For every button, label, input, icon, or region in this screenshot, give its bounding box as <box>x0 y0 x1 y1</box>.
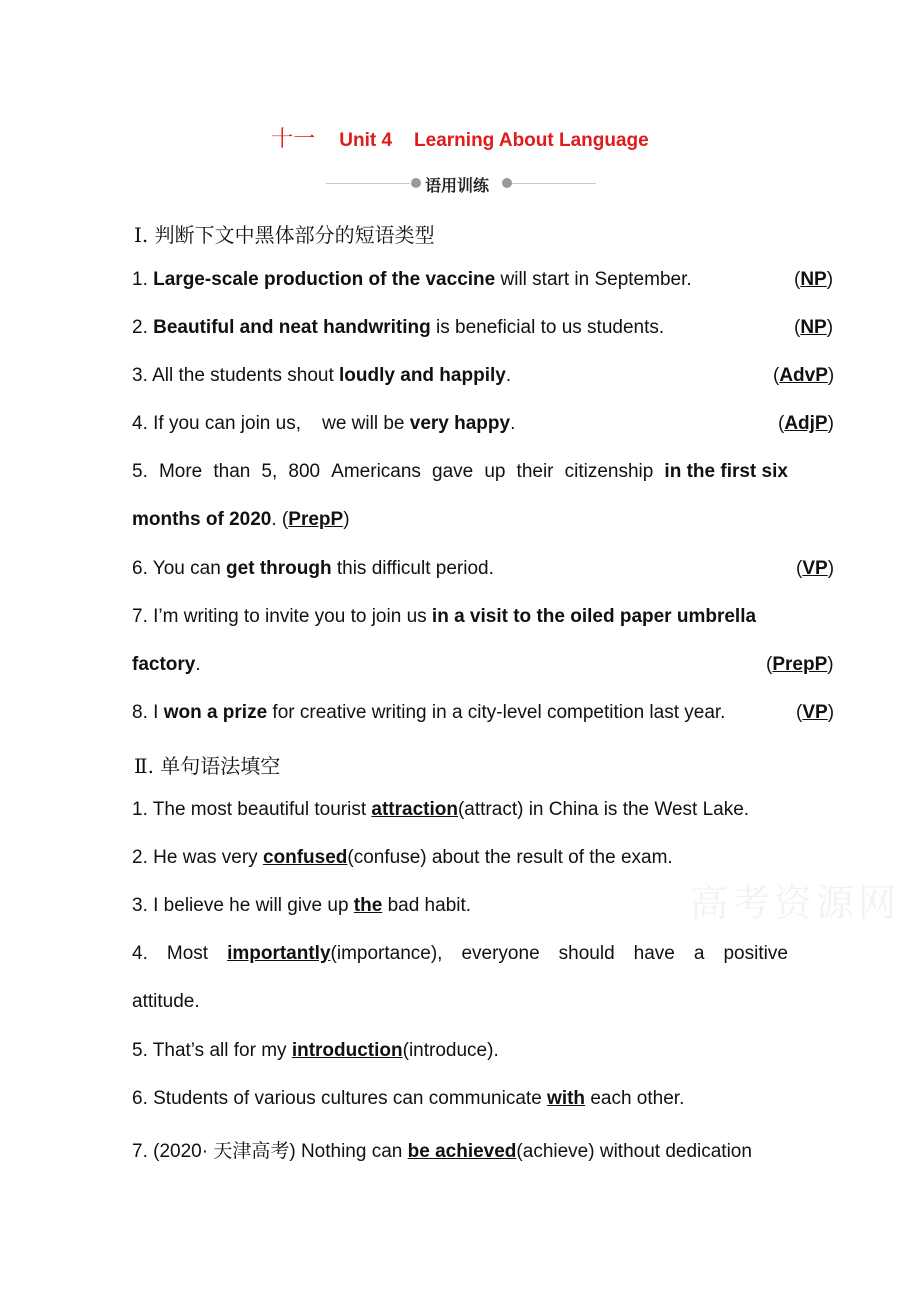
part1-answer-5: PrepP <box>288 509 344 530</box>
part1-heading: Ⅰ. 判断下文中黑体部分的短语类型 <box>134 223 435 247</box>
part1-item-7-line1: 7. I’m writing to invite you to join us in a visit to the oiled paper umbrella <box>132 606 757 627</box>
part2-item-2: 2. He was very confused(confuse) about the result of the exam. <box>132 847 673 868</box>
divider-line-left <box>326 183 410 184</box>
part1-answer-6: (VP) <box>796 558 835 579</box>
section-label: 语用训练 <box>425 176 490 195</box>
part2-item-4-line2: attitude. <box>132 991 200 1012</box>
part2-answer-6: with <box>547 1088 586 1109</box>
part2-item-3: 3. I believe he will give up the bad habit. <box>132 895 472 916</box>
part2-answer-1: attraction <box>371 799 458 820</box>
part2-answer-3: the <box>353 895 383 916</box>
part1-answer-4: (AdjP) <box>778 413 834 434</box>
part2-answer-7: be achieved <box>407 1141 517 1162</box>
chapter-number: 十一 <box>271 127 316 152</box>
part1-answer-7: (PrepP) <box>766 654 834 675</box>
part1-item-1: 1. Large-scale production of the vaccine will start in September. <box>132 269 692 290</box>
part1-item-4: 4. If you can join us, we will be very happy. <box>132 413 516 434</box>
page-title <box>0 122 920 153</box>
part1-item-7-line2: factory. <box>132 654 201 675</box>
part2-item-1: 1. The most beautiful tourist attraction(attract) in China is the West Lake. <box>132 799 750 820</box>
divider-line-right <box>512 183 596 184</box>
part1-item-5-line2: months of 2020. (PrepP) <box>132 509 350 530</box>
part1-item-8: 8. I won a prize for creative writing in a city-level competition last year. <box>132 702 726 723</box>
part2-item-7: 7. (2020· 天津高考) Nothing can be achieved(achieve) without dedication <box>132 1140 752 1162</box>
part1-item-2: 2. Beautiful and neat handwriting is beneficial to us students. <box>132 317 665 338</box>
part2-item-5: 5. That’s all for my introduction(introduce). <box>132 1040 499 1061</box>
part1-answer-3: (AdvP) <box>773 365 835 386</box>
part2-item-6: 6. Students of various cultures can communicate with each other. <box>132 1088 685 1109</box>
part2-answer-2: confused <box>262 847 348 868</box>
part1-item-6: 6. You can get through this difficult period. <box>132 558 494 579</box>
watermark: 高考资源网 <box>690 881 901 925</box>
source-label: 天津高考 <box>213 1140 290 1162</box>
part1-answer-2: (NP) <box>794 317 834 338</box>
divider-dot-right <box>502 178 512 188</box>
part2-answer-4: importantly <box>227 943 331 964</box>
section-divider <box>326 172 596 196</box>
part1-answer-1: (NP) <box>794 269 834 290</box>
topic-label: Learning About Language <box>414 130 649 151</box>
part1-item-5-line1: 5. More than 5, 800 Americans gave up their citizenship in the first six <box>132 461 788 482</box>
divider-dot-left <box>411 178 421 188</box>
part2-item-4-line1: 4. Most importantly(importance), everyone should have a positive <box>132 943 788 964</box>
part1-item-3: 3. All the students shout loudly and happily. <box>132 365 512 386</box>
unit-label: Unit 4 <box>339 130 393 151</box>
part2-answer-5: introduction <box>291 1040 403 1061</box>
part1-answer-8: (VP) <box>796 702 835 723</box>
part2-heading: Ⅱ. 单句语法填空 <box>134 754 281 778</box>
